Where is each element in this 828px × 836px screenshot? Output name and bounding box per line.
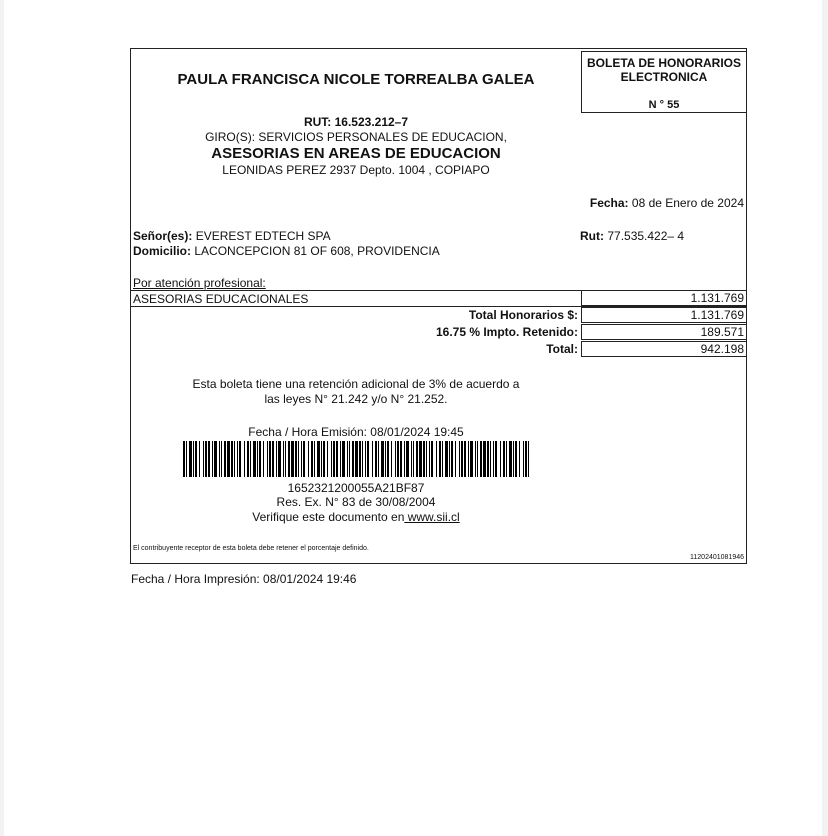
recipient-address-value: LACONCEPCION 81 OF 608, PROVIDENCIA [194, 244, 440, 258]
boleta-number: N ° 55 [648, 99, 680, 111]
recipient-address [133, 244, 440, 258]
verification-code: 1652321200055A21BF87 [287, 481, 425, 495]
retention-note-line-2: las leyes N° 21.242 y/o N° 21.252. [264, 392, 448, 406]
recipient-name-label: Señor(es): [133, 229, 193, 243]
boleta-title-line-2: ELECTRONICA [620, 70, 708, 84]
service-amount: 1.131.769 [581, 290, 747, 306]
footer-notice: El contribuyente receptor de esta boleta debe retener el porcentaje definido. [133, 545, 369, 552]
total-honorarios-label: Total Honorarios $: [468, 308, 578, 322]
issuer-activity: ASESORIAS EN AREAS DE EDUCACION [211, 145, 501, 162]
total-value: 942.198 [581, 341, 747, 357]
total-honorarios-value: 1.131.769 [581, 307, 747, 323]
boleta-title-line-1: BOLETA DE HONORARIOS [586, 56, 741, 70]
resolution: Res. Ex. N° 83 de 30/08/2004 [276, 495, 436, 509]
recipient-rut-label: Rut: [580, 229, 604, 243]
sii-link[interactable]: www.sii.cl [404, 510, 460, 524]
issue-date-label: Fecha: [589, 196, 629, 210]
verify-text [131, 510, 581, 524]
issue-date [590, 196, 744, 210]
print-datetime: Fecha / Hora Impresión: 08/01/2024 19:46 [131, 572, 357, 586]
recipient-rut [580, 229, 684, 243]
barcode [183, 441, 529, 477]
service-description: ASESORIAS EDUCACIONALES [133, 292, 309, 306]
recipient-name [133, 229, 331, 243]
issue-date-value: 08 de Enero de 2024 [631, 196, 744, 210]
retention-note-line-1: Esta boleta tiene una retención adicional de 3% de acuerdo a [192, 377, 520, 391]
recipient-address-label: Domicilio: [133, 244, 192, 258]
recipient-rut-value: 77.535.422– 4 [607, 229, 685, 243]
boleta-number-box [581, 51, 747, 113]
verify-label: Verifique este documento en [252, 510, 405, 524]
service-heading: Por atención profesional: [133, 276, 266, 290]
document-id: 11202401081946 [690, 554, 744, 561]
retenido-value: 189.571 [581, 324, 747, 340]
issuer-giro: GIRO(S): SERVICIOS PERSONALES DE EDUCACION, [205, 130, 507, 144]
emission-datetime: Fecha / Hora Emisión: 08/01/2024 19:45 [248, 425, 464, 439]
issuer-rut: RUT: 16.523.212–7 [303, 115, 409, 129]
total-label: Total: [546, 342, 578, 356]
retenido-label: 16.75 % Impto. Retenido: [435, 325, 578, 339]
issuer-address: LEONIDAS PEREZ 2937 Depto. 1004 , COPIAPO [222, 163, 490, 177]
issuer-name: PAULA FRANCISCA NICOLE TORREALBA GALEA [177, 71, 535, 88]
recipient-name-value: EVEREST EDTECH SPA [195, 229, 331, 243]
boleta-document [130, 48, 747, 564]
